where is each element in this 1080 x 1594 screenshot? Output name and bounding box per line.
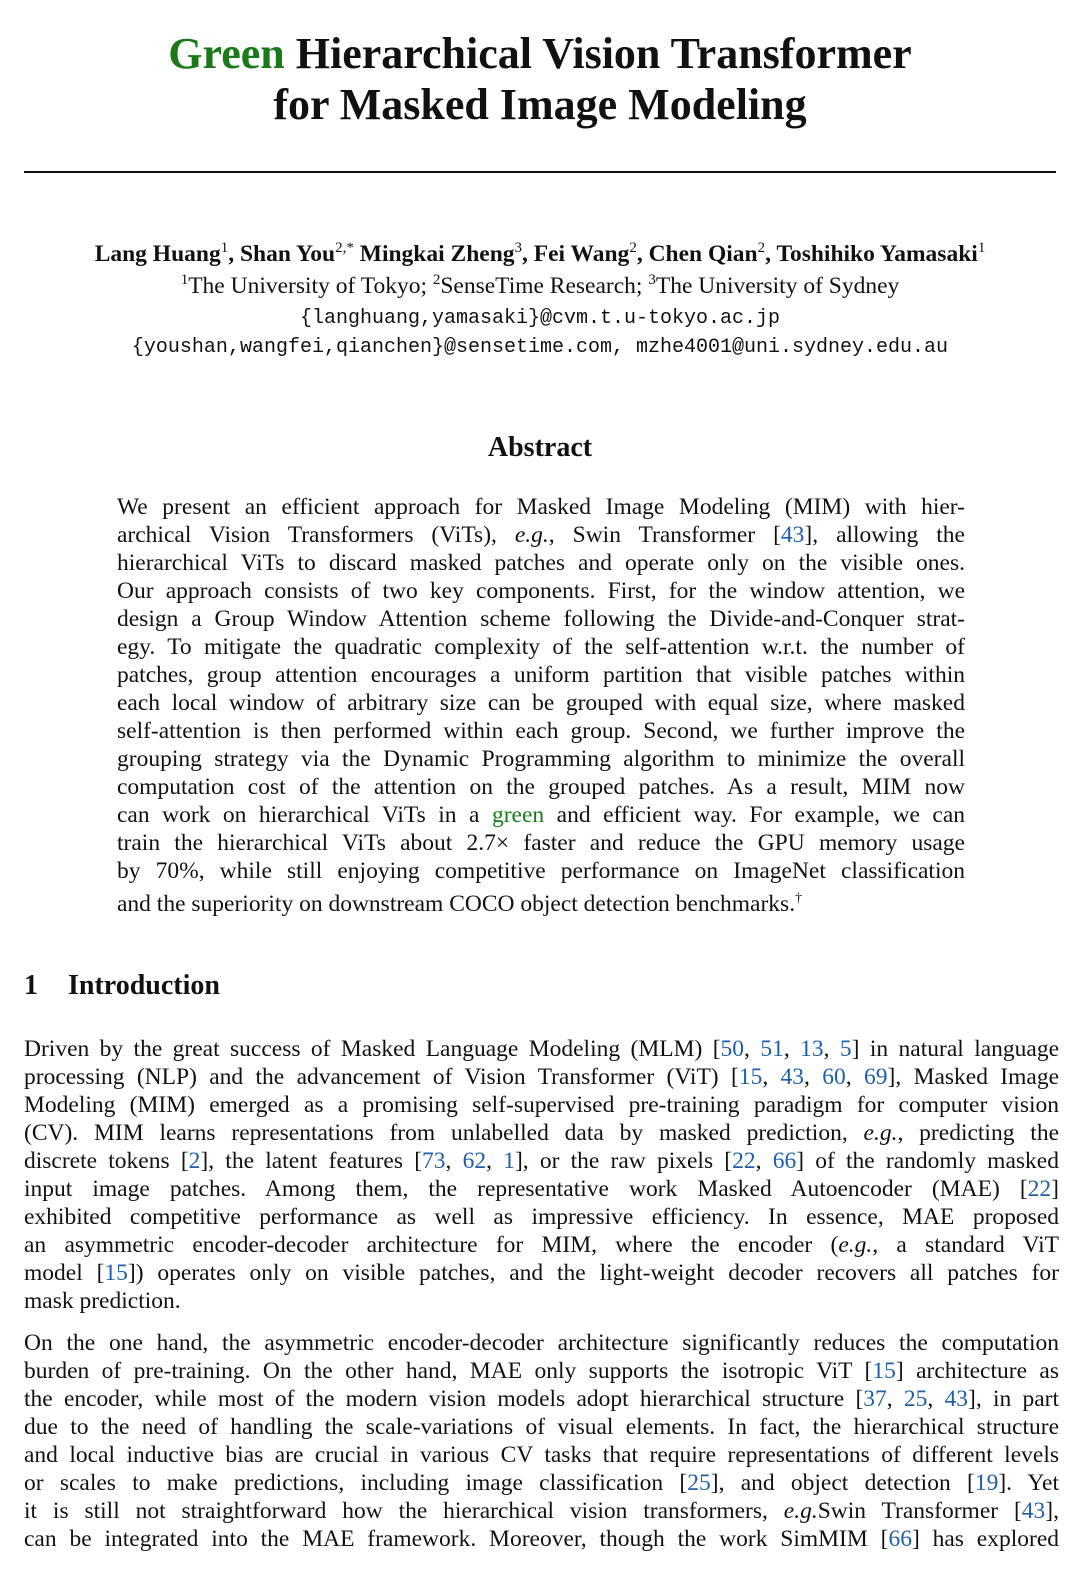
abstract-line: grouping strategy via the Dynamic Programming algorithm to minimize the overall [117,746,965,772]
title-line-1 [0,28,1080,79]
affiliation-name: The University of Sydney [655,272,900,299]
citation-link[interactable]: 15 [104,1260,128,1286]
body-line: or scales to make predictions, including image classification [25], and object detection [19]. Yet [24,1470,1059,1496]
citation-link[interactable]: 51 [760,1036,784,1062]
abstract-line: can work on hierarchical ViTs in a green and efficient way. For example, we can [117,802,966,828]
abstract-line: archical Vision Transformers (ViTs), e.g., Swin Transformer [43], allowing the [117,522,965,548]
author-list: Lang Huang$^1$, Shan You$^{2,*}$ Mingkai Zheng$^3$, Fei Wang$^2$, Chen Qian$^2$, Toshihiko Yamasaki$^1$ [94,240,986,267]
abstract-line: by 70%, while still enjoying competitive performance on ImageNet classification [117,858,965,884]
citation-link[interactable]: 25 [687,1470,711,1496]
citation-link[interactable]: 2 [188,1148,201,1174]
body-line: due to the need of handling the scale-variations of visual elements. In fact, the hierarchical structure [24,1414,1059,1440]
body-line: (CV). MIM learns representations from unlabelled data by masked prediction, e.g., predicting the [24,1120,1059,1146]
body-line: Driven by the great success of Masked Language Modeling (MLM) [50, 51, 13, 5] in natural language [24,1036,1060,1062]
body-line: processing (NLP) and the advancement of Vision Transformer (ViT) [15, 43, 60, 69], Masked Image [24,1064,1060,1090]
citation-link[interactable]: 43 [780,522,805,548]
body-line: can be integrated into the MAE framework. Moreover, though the work SimMIM [66] has explored [24,1526,1059,1552]
abstract-line: each local window of arbitrary size can be grouped with equal size, where masked [117,690,965,716]
citation-link[interactable]: 22 [1027,1176,1052,1202]
section-title: Introduction [68,970,220,1001]
dagger-mark: † [795,891,803,906]
author-sup: 2,* [335,240,354,256]
citation-link[interactable]: 13 [800,1036,824,1062]
affiliations [0,272,1080,300]
citation-link[interactable]: 15 [738,1064,763,1090]
citation-link[interactable]: 60 [822,1064,846,1090]
abstract-line: design a Group Window Attention scheme following the Divide-and-Conquer strat- [117,606,965,632]
body-line: mask prediction. [24,1288,181,1314]
author-name: Toshihiko Yamasaki [776,240,978,267]
affiliation-name: The University of Tokyo; [188,272,427,299]
abstract-line: We present an efficient approach for Masked Image Modeling (MIM) with hier- [117,494,965,520]
body-line: discrete tokens [2], the latent features [73, 62, 1], or the raw pixels [22, 66] of the randomly masked [24,1148,1059,1174]
abstract-line: computation cost of the attention on the grouped patches. As a result, MIM now [117,774,965,800]
citation-link[interactable]: 62 [462,1148,487,1174]
abstract-line: and the superiority on downstream COCO object detection benchmarks.† [117,890,803,917]
citation-link[interactable]: 25 [903,1386,928,1412]
abstract-line: self-attention is then performed within each group. Second, we further improve the [117,718,965,744]
author-sup: 1 [220,240,229,256]
author-name: Shan You [239,240,336,267]
author-sup: 3 [514,240,523,256]
abstract-line: hierarchical ViTs to discard masked patches and operate only on the visible ones. [117,550,965,576]
body-line: Modeling (MIM) emerged as a promising self-supervised pre-training paradigm for computer vision [24,1092,1059,1118]
citation-link[interactable]: 1 [503,1148,515,1174]
author-name: Mingkai Zheng [359,240,515,267]
paper-title [0,28,1080,130]
body-line: model [15]) operates only on visible patches, and the light-weight decoder recovers all patches for [24,1260,1059,1286]
abstract-line: train the hierarchical ViTs about 2.7× faster and reduce the GPU memory usage [117,830,965,856]
title-rule [24,171,1056,173]
author-sup: 2 [629,240,637,256]
citation-link[interactable]: 73 [422,1148,446,1174]
section-heading [24,970,220,1002]
body-line: the encoder, while most of the modern vision models adopt hierarchical structure [37, 25, 43], in part [24,1386,1059,1412]
email-line-1: {langhuang,yamasaki}@cvm.t.u-tokyo.ac.jp [299,307,781,330]
body-line: burden of pre-training. On the other hand, MAE only supports the isotropic ViT [15] architecture as [24,1358,1060,1384]
citation-link[interactable]: 22 [732,1148,756,1174]
title-line-2: for Masked Image Modeling [273,80,807,129]
body-line: it is still not straightforward how the hierarchical vision transformers, e.g.Swin Transformer [43], [24,1498,1059,1524]
email-line-2: {youshan,wangfei,qianchen}@sensetime.com, mzhe4001@uni.sydney.edu.au [131,336,949,359]
citation-link[interactable]: 43 [780,1064,805,1090]
citation-link[interactable]: 69 [864,1064,888,1090]
citation-link[interactable]: 43 [944,1386,969,1412]
author-sup: 2 [757,240,766,256]
citation-link[interactable]: 66 [772,1148,797,1174]
title-green-word: Green [168,29,285,78]
body-line: exhibited competitive performance as well as impressive efficiency. In essence, MAE proposed [24,1204,1059,1230]
citation-link[interactable]: 15 [872,1358,896,1384]
abstract-line: patches, group attention encourages a uniform partition that visible patches within [117,662,965,688]
affiliation-sup: 3 [648,272,656,288]
body-line: input image patches. Among them, the representative work Masked Autoencoder (MAE) [22] [24,1176,1059,1202]
green-word: green [491,802,545,828]
body-line: an asymmetric encoder-decoder architecture for MIM, where the encoder (e.g., a standard ViT [24,1232,1059,1258]
title-line-1-rest: Hierarchical Vision Transformer [284,29,912,78]
author-sup: 1 [977,240,986,256]
citation-link[interactable]: 50 [720,1036,745,1062]
affiliation-sup: 1 [180,272,189,288]
author-name: Fei Wang [533,240,630,267]
citation-link[interactable]: 66 [888,1526,912,1552]
affiliation-name: SenseTime Research; [440,272,643,299]
abstract-line: Our approach consists of two key components. First, for the window attention, we [117,578,965,604]
section-number: 1 [24,970,38,1001]
author-name: Chen Qian [648,240,758,267]
citation-link[interactable]: 37 [863,1386,887,1412]
citation-link[interactable]: 5 [839,1036,852,1062]
author-name: Lang Huang [94,240,221,267]
affiliation-sup: 2 [432,272,441,288]
body-line: On the one hand, the asymmetric encoder-decoder architecture significantly reduces the computation [24,1330,1059,1356]
abstract-heading: Abstract [487,432,593,463]
body-line: and local inductive bias are crucial in various CV tasks that require representations of different levels [24,1442,1059,1468]
abstract-line: egy. To mitigate the quadratic complexity of the self-attention w.r.t. the number of [117,634,965,660]
citation-link[interactable]: 43 [1021,1498,1046,1524]
citation-link[interactable]: 19 [974,1470,999,1496]
